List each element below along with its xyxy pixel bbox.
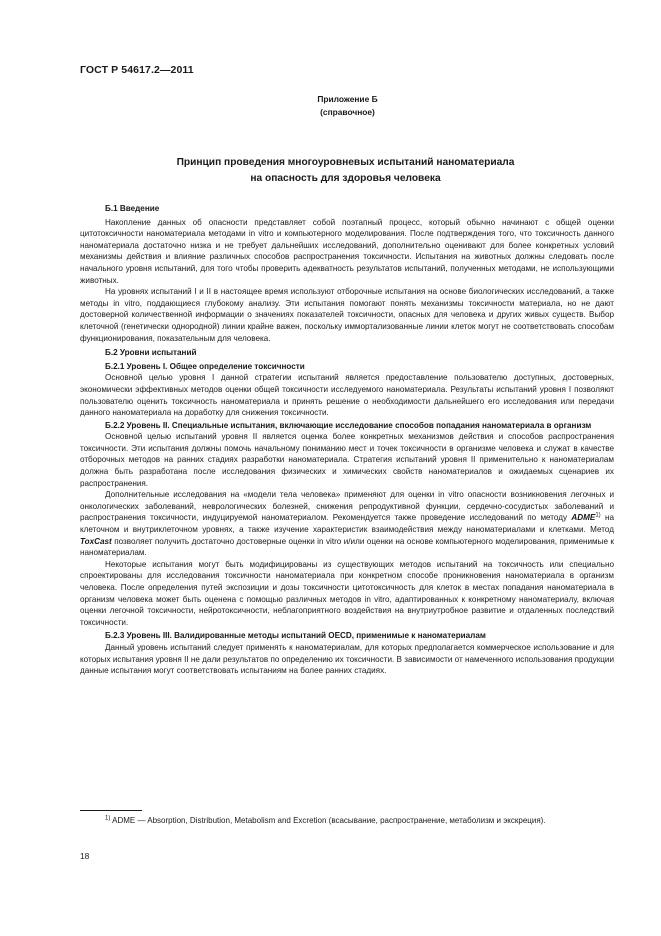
section-heading-b1: Б.1 Введение — [105, 204, 160, 213]
footnote-marker: 1) — [105, 815, 111, 822]
paragraph-b1-1: Накопление данных об опасности представляет собой поэтапный процесс, который обычно начинают с общей оценки цитотоксичности наноматериала методами in vitro и компьютерного моделирования. После подтверждения того, что токсичность данного наноматериала достаточно низка и не требует дальнейших исследований, дополнительно оценивают для более конкретных условий механизмы действия и влияние различных способов распространения токсичности. Испытания на животных должны следовать после начального уровня испытаний, для того чтобы проверить адекватность результатов испытаний, полученных методами, не использующими животных. — [80, 217, 614, 285]
paragraph-b21-1: Основной целью уровня I данной стратегии испытаний является предоставление пользователю доступных, достоверных, экономически эффективных методов оценки общей токсичности исследуемого наноматериала. Результаты испытаний уровня I позволяют пользователю оценить токсичность наноматериала и принять решение о необходимости дальнейшего его исследования или передачи данного наноматериала на доработку для снижения токсичности. — [80, 373, 614, 418]
annex-type: (справочное) — [320, 107, 375, 117]
footnote-reference: 1) — [595, 512, 601, 519]
annex-label-block — [0, 93, 661, 119]
paragraph-b23-1: Данный уровень испытаний следует применять к наноматериалам, для которых предполагается коммерческое использование и для которых испытания уровня II не дали результатов по определению их токсичности. В зависимости от намеченного использования продукции данные испытания могут соответствовать испытаниям на более ранних стадиях. — [80, 642, 614, 676]
footnote-separator — [80, 810, 142, 811]
paragraph-b1-2: На уровнях испытаний I и II в настоящее время используют отборочные испытания на основе биологических исследований, а также методы in vitro, поддающиеся глубокому анализу. Эти испытания помогают понять механизмы токсичности материала, но не дают достоверной количественной информации о значениях показателей токсичности, опасных для человека и других живых существ. Выбор клеточной (генетически однородной) линии крайне важен, поскольку иммортализованные линии клеток могут не соответствовать способам функционирования, показательным для человека. — [80, 287, 614, 343]
annex-label: Приложение Б — [317, 94, 378, 104]
paragraph-b22-2 — [80, 489, 614, 559]
paragraph-b22-2-part-c: позволяет получить достаточно достоверные оценки in vitro и/или оценки на основе компьютерного моделирования, применимые к наноматериалам. — [80, 536, 614, 558]
adme-term: ADME — [571, 513, 596, 523]
section-heading-b23: Б.2.3 Уровень III. Валидированные методы испытаний OECD, применимые к наноматериалам — [105, 631, 486, 641]
standard-number-header: ГОСТ Р 54617.2—2011 — [80, 64, 194, 76]
paragraph-b22-1: Основной целью испытаний уровня II является оценка более конкретных механизмов действия и способов распространения токсичности. Эти испытания должны помочь начальному пониманию мест и точек токсичности в организме человека и служат в качестве отборочных методов на ранних стадиях разработки наноматериала. Стратегия испытаний уровня II применительно к наноматериалам должна быть разработана после исследования физических и химических свойств наноматериалов и ожидаемых сценариев их распространения. — [80, 432, 614, 488]
section-heading-b2: Б.2 Уровни испытаний — [105, 348, 197, 358]
paragraph-b22-3: Некоторые испытания могут быть модифицированы из существующих методов испытаний на токсичность или специально спроектированы для исследования токсичности наноматериала при конкретном способе проникновения наноматериала в организм человека. После определения путей экспозиции и дозы токсичности цитотоксичность для клеток в местах попадания наноматериала в организм человека может быть оценена с помощью различных методов in vitro, адаптированных к конкретному наноматериалу, включая оценки легочной токсичности, нейротоксичности, неблагоприятного воздействия на внутриутробное развитие и отдаленных последствий токсичности. — [80, 559, 614, 627]
section-heading-b21: Б.2.1 Уровень I. Общее определение токсичности — [105, 361, 305, 371]
paragraph-b22-2-part-a: Дополнительные исследования на «модели тела человека» применяют для оценки in vitro опасности возникновения легочных и онкологических заболеваний, неврологических болезней, снижения репродуктивной функции, сердечно-сосудистых заболеваний и распространения токсичности, индуцируемой наноматериалом. Рекомендуется также проведение исследований по методу — [80, 490, 614, 523]
document-body — [80, 203, 614, 677]
paragraph-b22-2-part-b: на клеточном и внутриклеточном уровнях, а также изучение характеристик взаимодействия между наноматериалами и клетками. Метод — [80, 513, 614, 535]
annex-title-line-1: Принцип проведения многоуровневых испытаний наноматериала — [176, 157, 515, 168]
annex-title-line-2: на опасность для здоровья человека — [250, 173, 441, 184]
footnote — [80, 815, 614, 827]
annex-title — [80, 155, 611, 187]
toxcast-term: ToxCast — [80, 536, 112, 546]
page-number: 18 — [80, 851, 90, 861]
footnote-text: ADME — Absorption, Distribution, Metabolism and Excretion (всасывание, распространение, метаболизм и экскреция). — [110, 816, 546, 825]
section-heading-b22: Б.2.2 Уровень II. Специальные испытания, включающие исследование способов попадания наноматериала в организм — [105, 420, 592, 430]
